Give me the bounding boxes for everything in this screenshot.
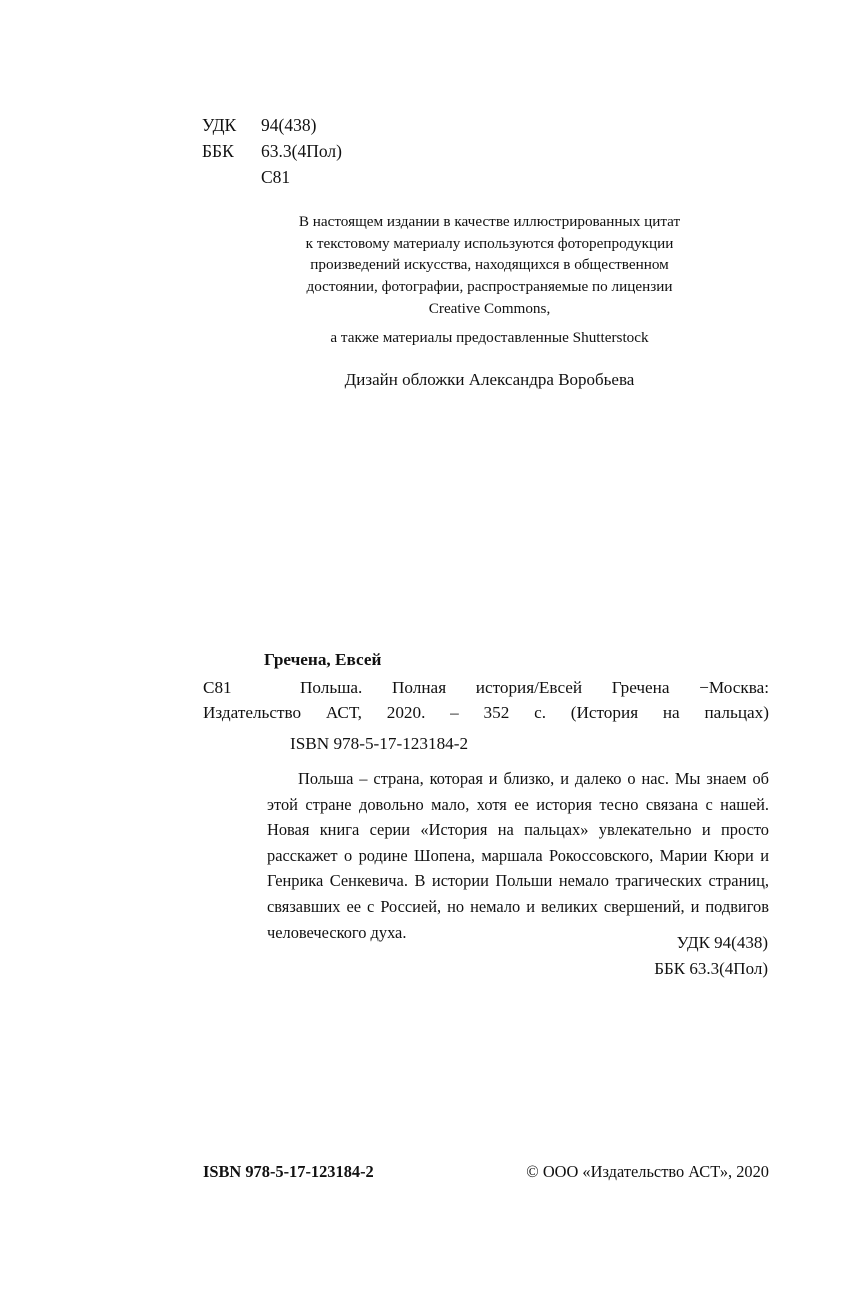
bbk-label: ББК [202,141,234,161]
bbk-value: 63.3(4Пол) [261,141,342,161]
udk-value: 94(438) [261,115,317,135]
bbk-bottom: ББК 63.3(4Пол) [654,958,768,978]
page-footer [203,1161,769,1183]
notice-line-creative-commons: Creative Commons, [428,299,551,317]
shelf-index: С81 [203,677,232,697]
udk-bottom: УДК 94(438) [676,933,768,952]
bibliographic-body [203,675,769,752]
cover-designer-credit: Дизайн обложки Александра Воробьева [344,370,635,389]
notice-line-3: произведений искусства, находящихся в общественном [310,256,669,274]
isbn-record: ISBN 978-5-17-123184-2 [290,734,469,753]
book-annotation: Польша – страна, которая и близко, и далеко о нас. Мы знаем об этой стране довольно мало, хотя ее история тесно связана с нашей. Новая книга серии «История на пальцах» увлекательно и просто расскажет о родине Шопена, маршала Рокоссовского, Марии Кюри и Генрика Сенкевича. В истории Польши немало трагических страниц, связавших ее с Россией, но немало и великих свершений, и подвигов человеческого духа. [267,769,769,942]
classification-block-top [202,112,342,190]
bibliographic-description: Польша. Полная история/Евсей Гречена −Москва: Издательство АСТ, 2020. – 352 с. (История на пальцах) [203,677,769,723]
index-value: С81 [261,167,291,187]
author-name: Гречена, Евсей [264,650,382,669]
notice-line-2: к текстовому материалу используются фоторепродукции [305,234,674,252]
notice-line-1: В настоящем издании в качестве иллюстрированных цитат [298,213,681,230]
classification-row-bbk [202,138,342,164]
classification-row-index [202,164,342,190]
footer-copyright: © ООО «Издательство АСТ», 2020 [526,1162,769,1181]
classification-block-bottom [654,930,768,981]
footer-isbn: ISBN 978-5-17-123184-2 [203,1162,374,1181]
notice-line-shutterstock: а также материалы предоставленные Shutterstock [330,328,649,346]
notice-line-4: достоянии, фотографии, распространяемые по лицензии [306,278,673,296]
bibliographic-record [203,647,769,751]
udk-label: УДК [202,115,237,135]
rights-notice [173,211,806,348]
classification-row-udk [202,112,342,138]
